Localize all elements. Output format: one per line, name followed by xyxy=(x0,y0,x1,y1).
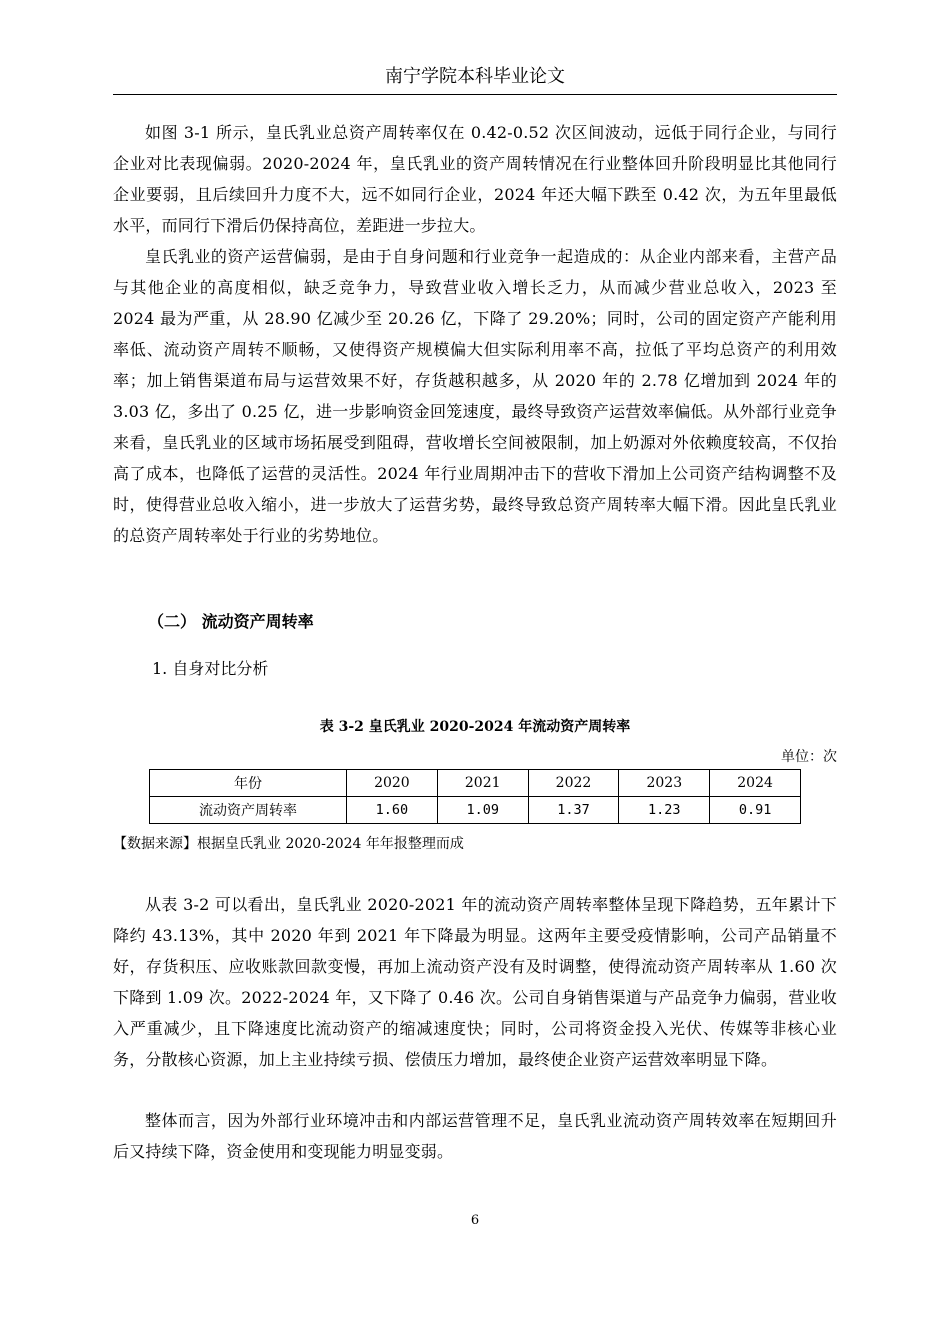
table-header-label: 年份 xyxy=(150,770,347,797)
paragraph-asset-operation-reasons: 皇氏乳业的资产运营偏弱，是由于自身问题和行业竞争一起造成的：从企业内部来看，主营产品与其他企业的高度相似，缺乏竞争力，导致营业收入增长乏力，从而减少营业总收入，2023 至 2024 最为严重，从 28.90 亿减少至 20.26 亿，下降了 29.20%；同时，公司的固定资产产能利用率低、流动资产周转不顺畅，又使得资产规模偏大但实际利用率不高，拉低了平均总资产的利用效率；加上销售渠道布局与运营效果不好，存货越积越多，从 2020 年的 2.78 亿增加到 2024 年的 3.03 亿，多出了 0.25 亿，进一步影响资金回笼速度，最终导致资产运营效率偏低。从外部行业竞争来看，皇氏乳业的区域市场拓展受到阻碍，营收增长空间被限制，加上奶源对外依赖度较高，不仅抬高了成本，也降低了运营的灵活性。2024 年行业周期冲击下的营收下滑加上公司资产结构调整不及时，使得营业总收入缩小，进一步放大了运营劣势，最终导致总资产周转率大幅下滑。因此皇氏乳业的总资产周转率处于行业的劣势地位。 xyxy=(113,247,837,545)
paragraph-table-analysis: 从表 3-2 可以看出，皇氏乳业 2020-2021 年的流动资产周转率整体呈现下降趋势，五年累计下降约 43.13%，其中 2020 年到 2021 年下降最为明显。这两年主要受疫情影响，公司产品销量不好，存货积压、应收账款回款变慢，再加上流动资产没有及时调整，使得流动资产周转率从 1.60 次下降到 1.09 次。2022-2024 年，又下降了 0.46 次。公司自身销售渠道与产品竞争力偏弱，营业收入严重减少，且下降速度比流动资产的缩减速度快；同时，公司将资金投入光伏、传媒等非核心业务，分散核心资源，加上主业持续亏损、偿债压力增加，最终使企业资产运营效率明显下降。 xyxy=(113,895,837,1069)
table-value-cell: 0.91 xyxy=(710,797,801,824)
table-header-row xyxy=(150,770,801,797)
page-number: 6 xyxy=(470,1213,480,1228)
current-asset-turnover-table xyxy=(149,769,801,824)
section-heading: （二） 流动资产周转率 xyxy=(148,612,314,631)
table-row-label: 流动资产周转率 xyxy=(150,797,347,824)
table-value-cell: 1.23 xyxy=(619,797,710,824)
table-value-cell: 1.37 xyxy=(528,797,619,824)
table-value-cell: 1.09 xyxy=(437,797,528,824)
table-unit: 单位：次 xyxy=(781,749,837,765)
table-year-cell: 2021 xyxy=(437,770,528,797)
table-data-source: 【数据来源】根据皇氏乳业 2020-2024 年年报整理而成 xyxy=(113,836,464,852)
table-year-cell: 2020 xyxy=(347,770,438,797)
table-year-cell: 2022 xyxy=(528,770,619,797)
table-value-cell: 1.60 xyxy=(347,797,438,824)
table-caption: 表 3-2 皇氏乳业 2020-2024 年流动资产周转率 xyxy=(319,719,631,735)
table-year-cell: 2024 xyxy=(710,770,801,797)
page-header-title: 南宁学院本科毕业论文 xyxy=(385,66,565,87)
paragraph-conclusion: 整体而言，因为外部行业环境冲击和内部运营管理不足，皇氏乳业流动资产周转效率在短期回升后又持续下降，资金使用和变现能力明显变弱。 xyxy=(113,1111,837,1161)
header-divider xyxy=(113,94,837,95)
table-year-cell: 2023 xyxy=(619,770,710,797)
subsection-heading: 1. 自身对比分析 xyxy=(152,659,269,678)
paragraph-total-asset-turnover-comparison: 如图 3-1 所示，皇氏乳业总资产周转率仅在 0.42-0.52 次区间波动，远低于同行企业，与同行企业对比表现偏弱。2020-2024 年，皇氏乳业的资产周转情况在行业整体回升阶段明显比其他同行企业要弱，且后续回升力度不大，远不如同行企业，2024 年还大幅下跌至 0.42 次，为五年里最低水平，而同行下滑后仍保持高位，差距进一步拉大。 xyxy=(113,123,837,235)
table-row xyxy=(150,797,801,824)
